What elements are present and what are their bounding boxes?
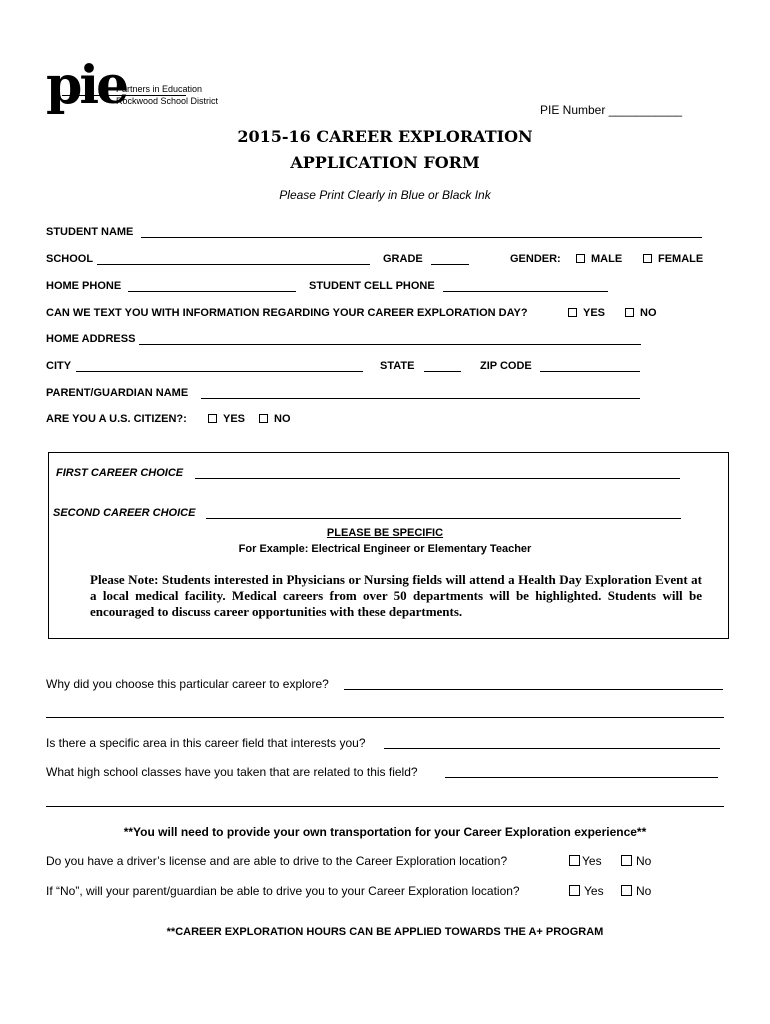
parent-drive-yes-checkbox[interactable] — [569, 884, 604, 898]
no-label: NO — [274, 413, 291, 425]
license-yes-checkbox[interactable] — [569, 854, 602, 868]
transportation-notice: **You will need to provide your own transportation for your Career Exploration experience** — [123, 825, 647, 839]
city-label: CITY — [46, 360, 72, 372]
parent-drive-question: If “No”, will your parent/guardian be able to drive you to your Career Exploration location? — [46, 884, 520, 898]
home-address-input[interactable] — [139, 344, 641, 345]
text-yes-checkbox[interactable] — [568, 307, 605, 319]
form-title-line1: 2015-16 CAREER EXPLORATION — [237, 127, 533, 146]
home-phone-input[interactable] — [128, 291, 296, 292]
yes-label: Yes — [584, 884, 604, 898]
logo-org-name: Partners in Education — [116, 84, 203, 94]
health-day-note: Please Note: Students interested in Physicians or Nursing fields will attend a Health Day Exploration Event at a local medical facility. Medical careers from over 50 departments will be highlighted. Students will be encouraged to discuss career opportunities with these departments. — [90, 572, 702, 619]
form-subtitle: Please Print Clearly in Blue or Black Ink — [279, 188, 491, 202]
text-no-checkbox[interactable] — [625, 307, 657, 319]
citizen-label: ARE YOU A U.S. CITIZEN?: — [46, 413, 187, 425]
second-career-label: SECOND CAREER CHOICE — [53, 507, 196, 519]
why-career-input[interactable] — [344, 689, 723, 690]
state-input[interactable] — [424, 371, 461, 372]
male-label: MALE — [591, 253, 623, 265]
logo-district-name: Rockwood School District — [116, 96, 219, 106]
checkbox-icon — [576, 254, 585, 263]
parent-name-label: PARENT/GUARDIAN NAME — [46, 387, 189, 399]
specific-area-question: Is there a specific area in this career field that interests you? — [46, 736, 366, 750]
pie-number-field[interactable]: PIE Number ___________ — [540, 103, 683, 117]
no-label: NO — [640, 307, 657, 319]
text-permission-question: CAN WE TEXT YOU WITH INFORMATION REGARDING YOUR CAREER EXPLORATION DAY? — [46, 307, 528, 319]
yes-label: YES — [223, 413, 246, 425]
hs-classes-input-line2[interactable] — [46, 806, 724, 807]
city-input[interactable] — [76, 371, 363, 372]
grade-label: GRADE — [383, 253, 423, 265]
home-address-label: HOME ADDRESS — [46, 333, 136, 345]
checkbox-icon — [621, 885, 632, 896]
why-career-input-line2[interactable] — [46, 717, 724, 718]
hs-classes-question: What high school classes have you taken that are related to this field? — [46, 765, 418, 779]
checkbox-icon — [568, 308, 577, 317]
be-specific-heading: PLEASE BE SPECIFIC — [326, 527, 444, 539]
checkbox-icon — [259, 414, 268, 423]
logo-mark: pie — [46, 55, 127, 116]
grade-input[interactable] — [431, 264, 469, 265]
form-title-line2: APPLICATION FORM — [290, 153, 480, 172]
checkbox-icon — [625, 308, 634, 317]
student-name-label: STUDENT NAME — [46, 226, 134, 238]
citizen-no-checkbox[interactable] — [259, 413, 291, 425]
yes-label: Yes — [582, 854, 602, 868]
gender-label: GENDER: — [510, 253, 561, 265]
male-checkbox[interactable] — [576, 253, 622, 265]
checkbox-icon — [643, 254, 652, 263]
school-input[interactable] — [97, 264, 370, 265]
specific-area-input[interactable] — [384, 748, 720, 749]
checkbox-icon — [208, 414, 217, 423]
zip-input[interactable] — [540, 371, 640, 372]
license-question: Do you have a driver’s license and are able to drive to the Career Exploration location? — [46, 854, 508, 868]
female-checkbox[interactable] — [643, 253, 703, 265]
checkbox-icon — [569, 855, 580, 866]
checkbox-icon — [569, 885, 580, 896]
cell-phone-input[interactable] — [443, 291, 608, 292]
citizen-yes-checkbox[interactable] — [208, 413, 245, 425]
parent-name-input[interactable] — [201, 398, 640, 399]
no-label: No — [636, 854, 652, 868]
home-phone-label: HOME PHONE — [46, 280, 122, 292]
license-no-checkbox[interactable] — [621, 854, 651, 868]
no-label: No — [636, 884, 652, 898]
yes-label: YES — [583, 307, 606, 319]
student-name-input[interactable] — [141, 237, 702, 238]
cell-phone-label: STUDENT CELL PHONE — [309, 280, 435, 292]
why-career-question: Why did you choose this particular career to explore? — [46, 677, 329, 691]
school-label: SCHOOL — [46, 253, 94, 265]
second-career-input[interactable] — [206, 518, 681, 519]
female-label: FEMALE — [658, 253, 704, 265]
first-career-label: FIRST CAREER CHOICE — [56, 467, 184, 479]
state-label: STATE — [380, 360, 415, 372]
parent-drive-no-checkbox[interactable] — [621, 884, 651, 898]
checkbox-icon — [621, 855, 632, 866]
hs-classes-input[interactable] — [445, 777, 718, 778]
a-plus-program-footer: **CAREER EXPLORATION HOURS CAN BE APPLIED TOWARDS THE A+ PROGRAM — [166, 926, 604, 938]
first-career-input[interactable] — [195, 478, 680, 479]
career-example-text: For Example: Electrical Engineer or Elementary Teacher — [238, 543, 532, 555]
zip-label: ZIP CODE — [480, 360, 532, 372]
